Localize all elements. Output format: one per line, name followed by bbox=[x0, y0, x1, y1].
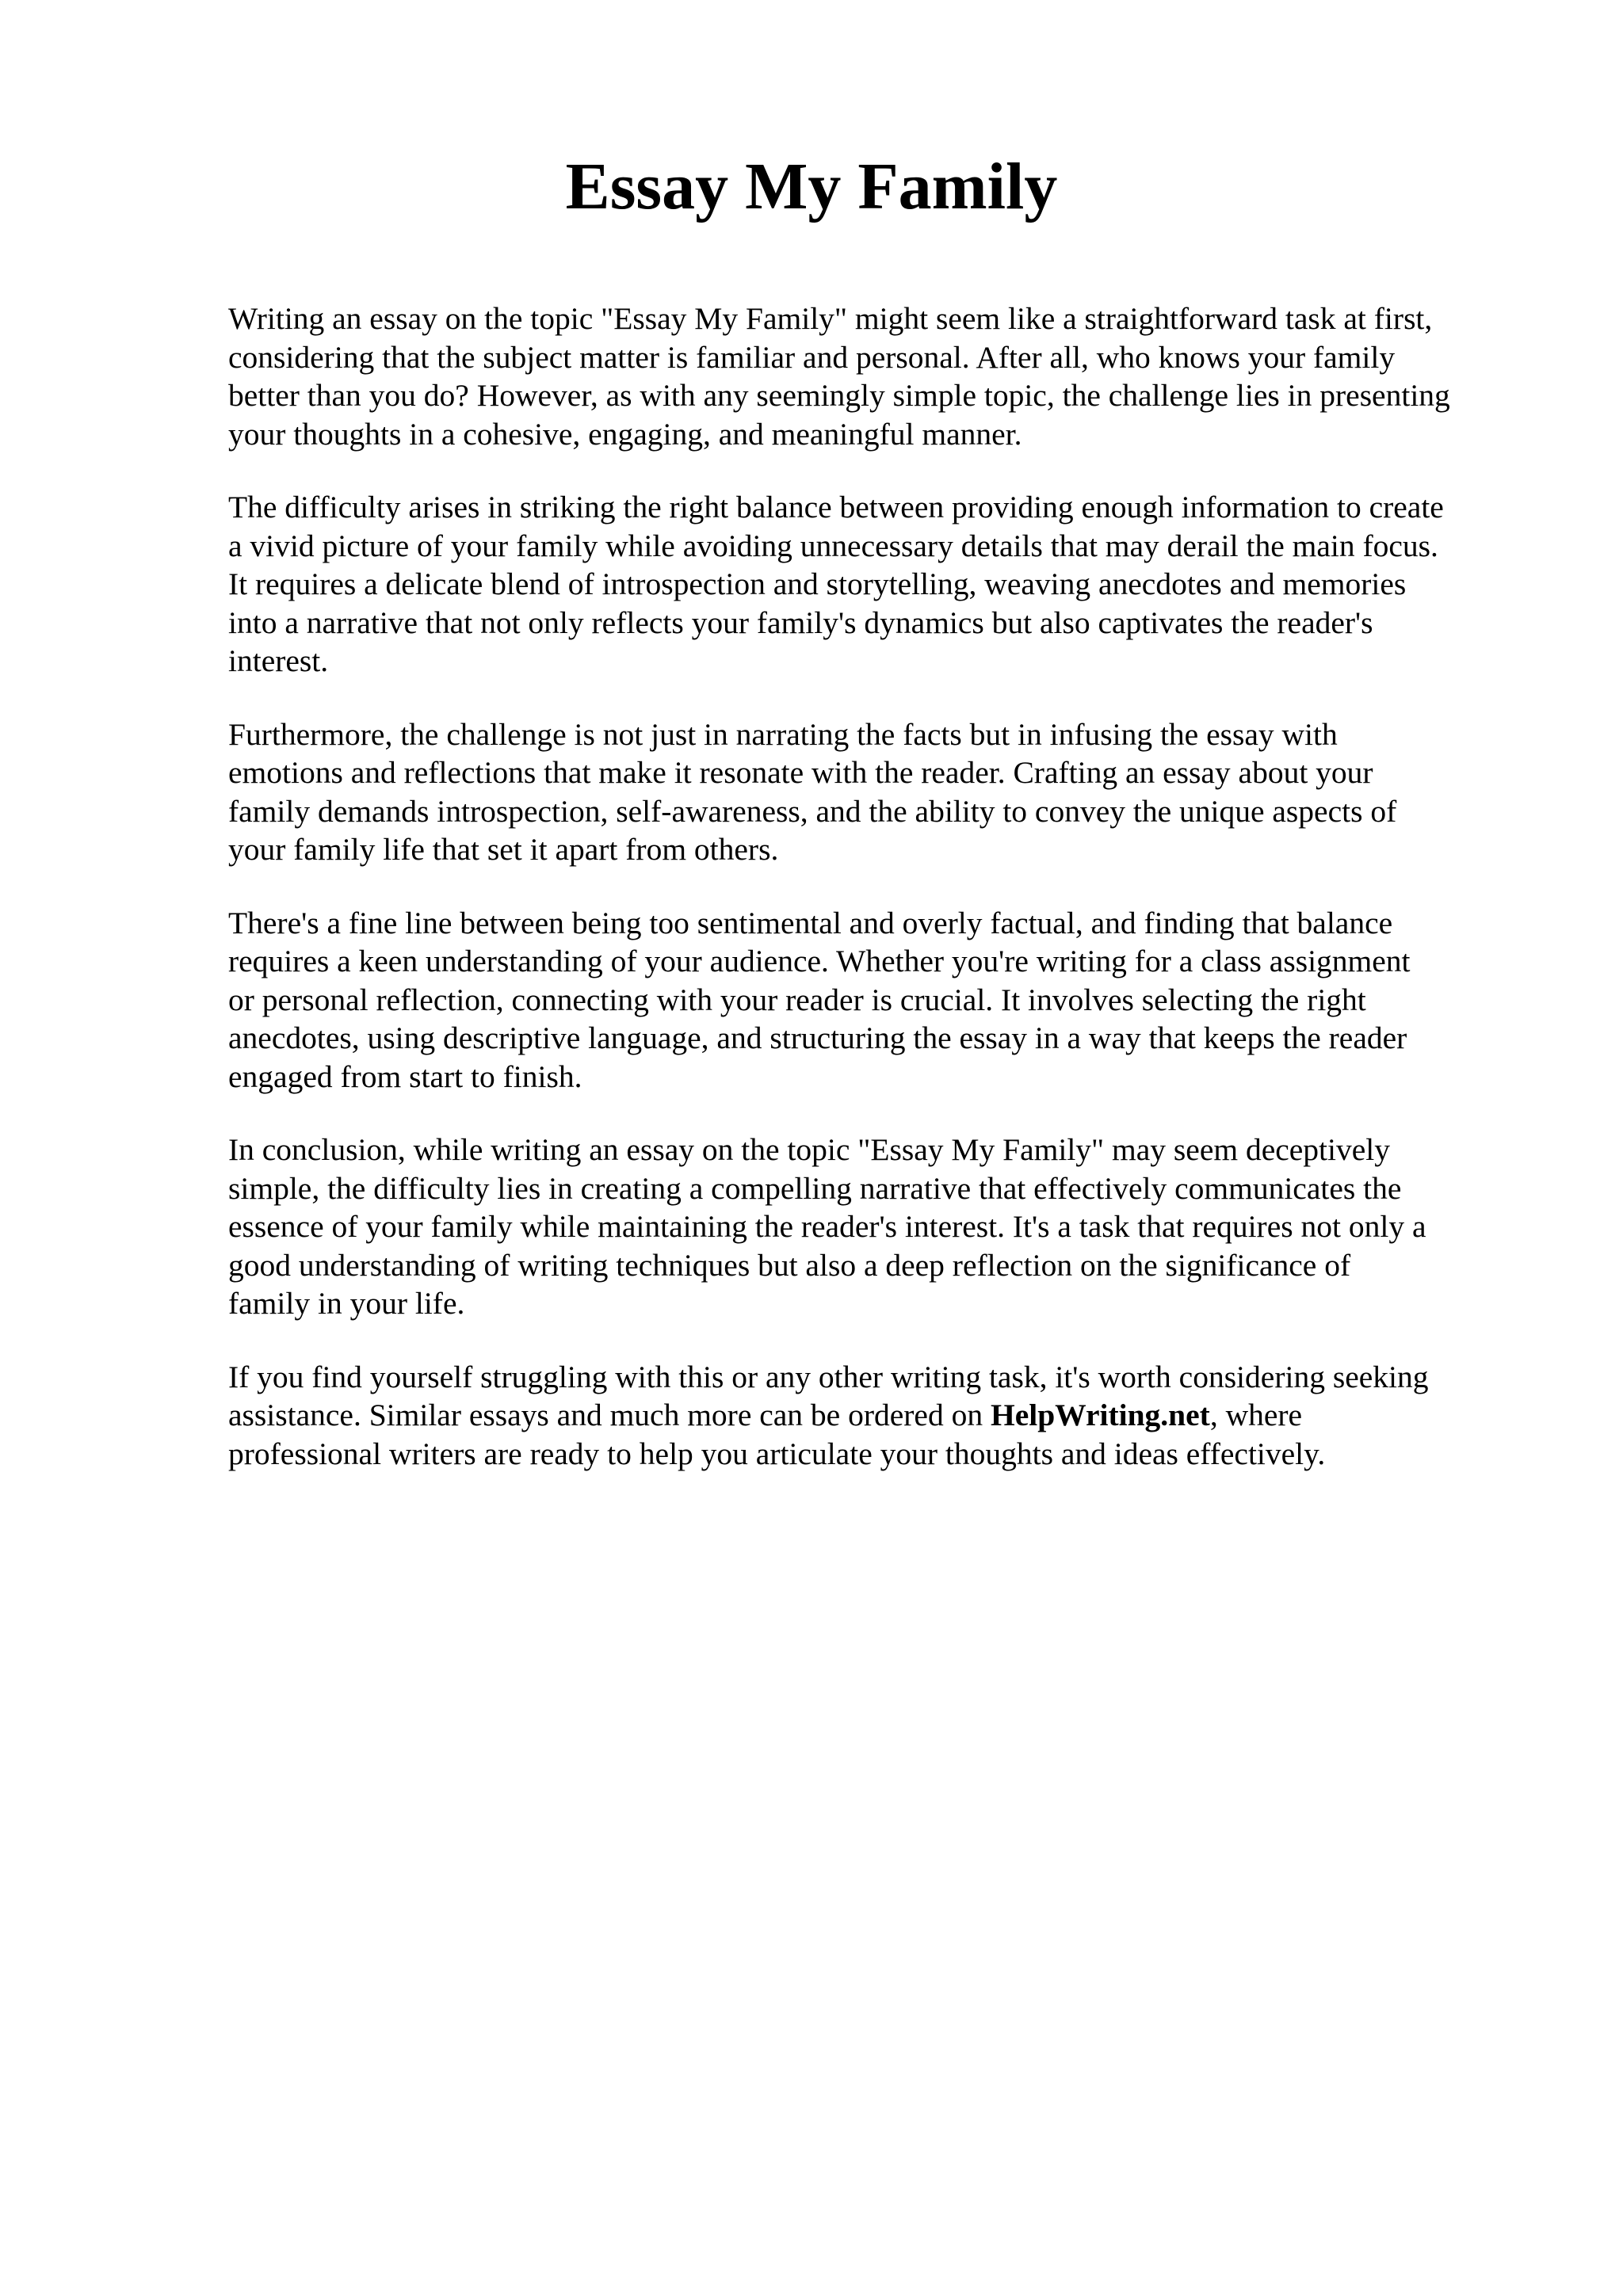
paragraph-line: a vivid picture of your family while avoiding unnecessary details that may derail the main focus. bbox=[228, 528, 1438, 563]
paragraph-1 bbox=[228, 299, 1537, 453]
paragraph-line: It requires a delicate blend of introspection and storytelling, weaving anecdotes and memories bbox=[228, 566, 1407, 601]
closing-text: assistance. Similar essays and much more can be ordered on bbox=[228, 1398, 991, 1432]
paragraph-3 bbox=[228, 715, 1537, 869]
paragraph-line: Furthermore, the challenge is not just in narrating the facts but in infusing the essay with bbox=[228, 716, 1338, 752]
paragraph-line: requires a keen understanding of your audience. Whether you're writing for a class assignment bbox=[228, 944, 1411, 978]
paragraph-line: engaged from start to finish. bbox=[228, 1058, 582, 1094]
paragraph-line: The difficulty arises in striking the right balance between providing enough information to create bbox=[228, 490, 1444, 524]
paragraph-line: your thoughts in a cohesive, engaging, and meaningful manner. bbox=[228, 416, 1022, 452]
paragraph-line: or personal reflection, connecting with your reader is crucial. It involves selecting the right bbox=[228, 982, 1366, 1017]
paragraph-line: In conclusion, while writing an essay on the topic "Essay My Family" may seem deceptively bbox=[228, 1132, 1391, 1167]
paragraph-line: professional writers are ready to help you articulate your thoughts and ideas effectively. bbox=[228, 1436, 1326, 1471]
paragraph-line bbox=[228, 1396, 1537, 1435]
paragraph-line: into a narrative that not only reflects your family's dynamics but also captivates the reader's bbox=[228, 605, 1373, 640]
paragraph-line: simple, the difficulty lies in creating a compelling narrative that effectively communicates the bbox=[228, 1170, 1402, 1206]
paragraph-line: There's a fine line between being too sentimental and overly factual, and finding that balance bbox=[228, 905, 1393, 940]
closing-text: , where bbox=[1209, 1398, 1303, 1432]
paragraph-4 bbox=[228, 904, 1537, 1097]
paragraph-line: your family life that set it apart from others. bbox=[228, 832, 779, 867]
paragraph-2 bbox=[228, 488, 1537, 681]
paragraph-line: essence of your family while maintaining the reader's interest. It's a task that requires not only a bbox=[228, 1209, 1426, 1244]
paragraph-line: family in your life. bbox=[228, 1286, 465, 1321]
paragraph-line: family demands introspection, self-awareness, and the ability to convey the unique aspects of bbox=[228, 793, 1397, 829]
paragraph-line: considering that the subject matter is familiar and personal. After all, who knows your family bbox=[228, 339, 1396, 375]
paragraph-line: emotions and reflections that make it resonate with the reader. Crafting an essay about your bbox=[228, 755, 1373, 790]
paragraph-line: interest. bbox=[228, 643, 329, 678]
paragraph-line: good understanding of writing techniques but also a deep reflection on the significance of bbox=[228, 1247, 1351, 1283]
paragraph-line: Writing an essay on the topic "Essay My Family" might seem like a straightforward task at first, bbox=[228, 301, 1433, 336]
paragraph-line: If you find yourself struggling with this or any other writing task, it's worth considering seeking bbox=[228, 1359, 1429, 1394]
brand-name: HelpWriting.net bbox=[990, 1398, 1210, 1432]
paragraph-line: anecdotes, using descriptive language, and structuring the essay in a way that keeps the reader bbox=[228, 1020, 1407, 1055]
paragraph-line: better than you do? However, as with any seemingly simple topic, the challenge lies in presenting bbox=[228, 378, 1450, 413]
closing-paragraph bbox=[228, 1358, 1537, 1474]
document-body bbox=[228, 299, 1537, 1508]
paragraph-5 bbox=[228, 1131, 1537, 1323]
document-title: Essay My Family bbox=[565, 150, 1058, 223]
